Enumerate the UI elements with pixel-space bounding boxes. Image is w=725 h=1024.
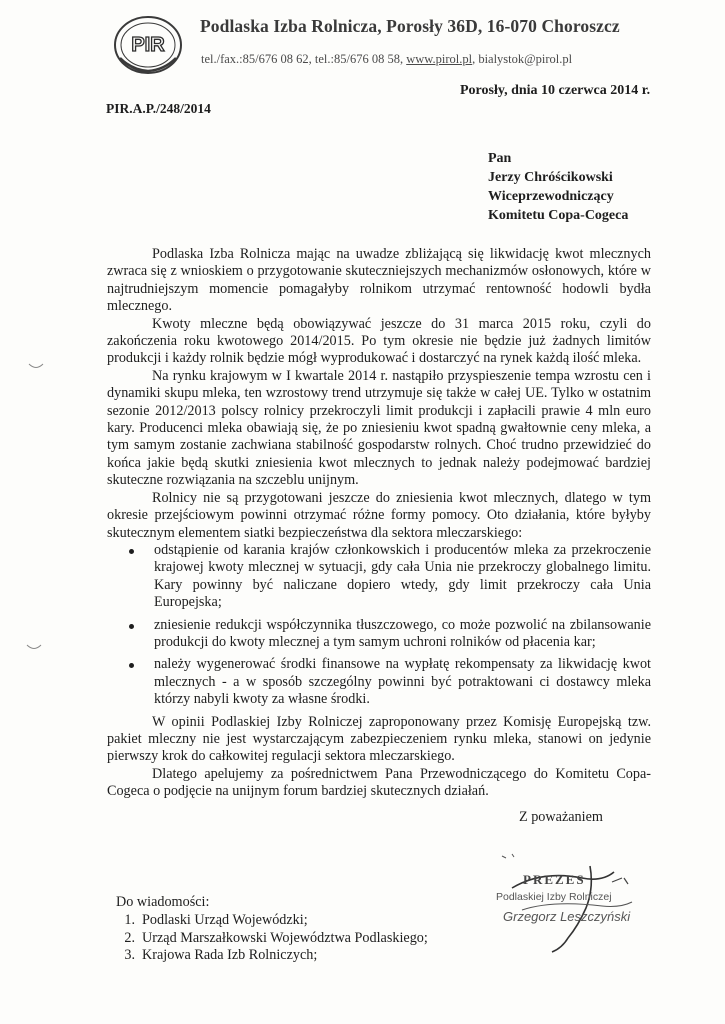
website-link[interactable]: www.pirol.pl — [406, 52, 473, 66]
organization-header: Podlaska Izba Rolnicza, Porosły 36D, 16-070 Choroszcz — [200, 16, 620, 36]
scan-mark-icon — [28, 362, 44, 372]
body-paragraph: Kwoty mleczne będą obowiązywać jeszcze do 31 marca 2015 roku, czyli do zakończenia roku kwotowego 2014/2015. Po tym okresie nie będzie już żadnych limitów produkcji i każdy rolnik będzie mógł wyprodukować i dostarczyć na rynek każdą ilość mleka. — [107, 315, 651, 367]
list-item: należy wygenerować środki finansowe na wypłatę rekompensaty za likwidację kwot mlecznych - a w sposób szczególny powinni być potraktowani ci dostawcy mleka którzy nabyli kwoty za własne środki. — [154, 656, 651, 708]
measures-list — [107, 542, 651, 709]
list-text: Urząd Marszałkowski Województwa Podlaskiego; — [142, 929, 428, 946]
stamp-name: Grzegorz Leszczyński — [503, 909, 631, 924]
body-paragraph: Dlatego apelujemy za pośrednictwem Pana Przewodniczącego do Komitetu Copa-Cogeca o podjęcie na unijnym forum bardziej skutecznych działań. — [107, 765, 651, 800]
addressee-role: Wiceprzewodniczący — [488, 189, 614, 204]
date-line: Porosły, dnia 10 czerwca 2014 r. — [460, 83, 651, 98]
addressee-salutation: Pan — [488, 151, 512, 166]
addressee-block — [488, 149, 628, 225]
body-paragraph: W opinii Podlaskiej Izby Rolniczej zaproponowany przez Komisję Europejską tzw. pakiet mleczny nie jest wystarczającym zabezpieczeniem rynku mleka, stanowi on jedynie pierwszy krok do całkowitej regulacji sektora mleczarskiego. — [107, 713, 651, 765]
scan-mark-icon — [26, 643, 42, 653]
addressee-name: Jerzy Chróścikowski — [488, 170, 613, 185]
list-item: odstąpienie od karania krajów członkowskich i producentów mleka za przekroczenie krajowej kwoty mlecznej w sytuacji, gdy cała Unia nie przekroczy globalnego limitu. Kary powinny być naliczane dopiero wtedy, gdy limit przekroczy cała Unia Europejska; — [154, 541, 651, 611]
contact-line — [201, 52, 572, 67]
body-paragraph: Na rynku krajowym w I kwartale 2014 r. nastąpiło przyspieszenie tempa wzrostu cen i dynamiki skupu mleka, ten wzrostowy trend utrzymuje się także w całej UE. Tylko w ostatnim sezonie 2012/2013 polscy rolnicy przekroczyli limit produkcji i zapłacili prawie 4 mln euro kary. Producenci mleka obawiają się, że po zniesieniu kwot spadną gwałtownie ceny mleka, a tym samym zostanie zachwiana stabilność gospodarstw rolnych. Choć trudno przewidzieć do końca jakie będą skutki zniesienia kwot mlecznych to jednak należy podejmować bardziej skuteczne rozwiązania na szczeblu unijnym. — [107, 367, 651, 489]
body-paragraph: Podlaska Izba Rolnicza mając na uwadze zbliżającą się likwidację kwot mlecznych zwraca się z wnioskiem o przygotowanie skuteczniejszych mechanizmów osłonowych, które w najtrudniejszym momencie pomagałyby rolnikom utrzymać rentowność hodowli bydła mlecznego. — [107, 246, 651, 315]
letter-body — [107, 246, 651, 801]
list-text: Podlaski Urząd Wojewódzki; — [142, 912, 308, 928]
list-item: zniesienie redukcji współczynnika tłuszczowego, co może pozwolić na zbilansowanie produkcji do kwoty mlecznej a tym samym uchroni rolników od płacenia kar; — [154, 616, 651, 650]
list-item — [116, 947, 428, 965]
contact-email: , bialystok@pirol.pl — [472, 52, 573, 66]
list-number: 2. — [124, 929, 135, 946]
addressee-organization: Komitetu Copa-Cogeca — [488, 208, 629, 223]
stamp-organization: Podlaskiej Izby Rolniczej — [496, 891, 612, 903]
body-paragraph: Rolnicy nie są przygotowani jeszcze do zniesienia kwot mlecznych, dlatego w tym okresie przejściowym powinni otrzymać różne formy pomocy. Oto działania, które byłyby skutecznym elementem siatki bezpieczeństwa dla sektora mleczarskiego: — [107, 489, 651, 541]
contact-phones: tel./fax.:85/676 08 62, tel.:85/676 08 58, — [201, 52, 407, 66]
list-item — [116, 930, 428, 948]
list-number: 3. — [124, 947, 135, 964]
cc-heading: Do wiadomości: — [116, 894, 210, 910]
pir-logo-icon — [112, 14, 184, 76]
stamp-title: PREZES — [523, 872, 586, 887]
closing-phrase: Z poważaniem — [519, 809, 603, 825]
list-text: Krajowa Rada Izb Rolniczych; — [142, 947, 318, 964]
cc-list — [116, 912, 428, 965]
list-item — [116, 912, 428, 930]
svg-text:PIR: PIR — [131, 34, 165, 56]
list-number: 1. — [124, 912, 135, 928]
reference-number: PIR.A.P./248/2014 — [106, 101, 211, 116]
signature-icon — [482, 848, 642, 958]
